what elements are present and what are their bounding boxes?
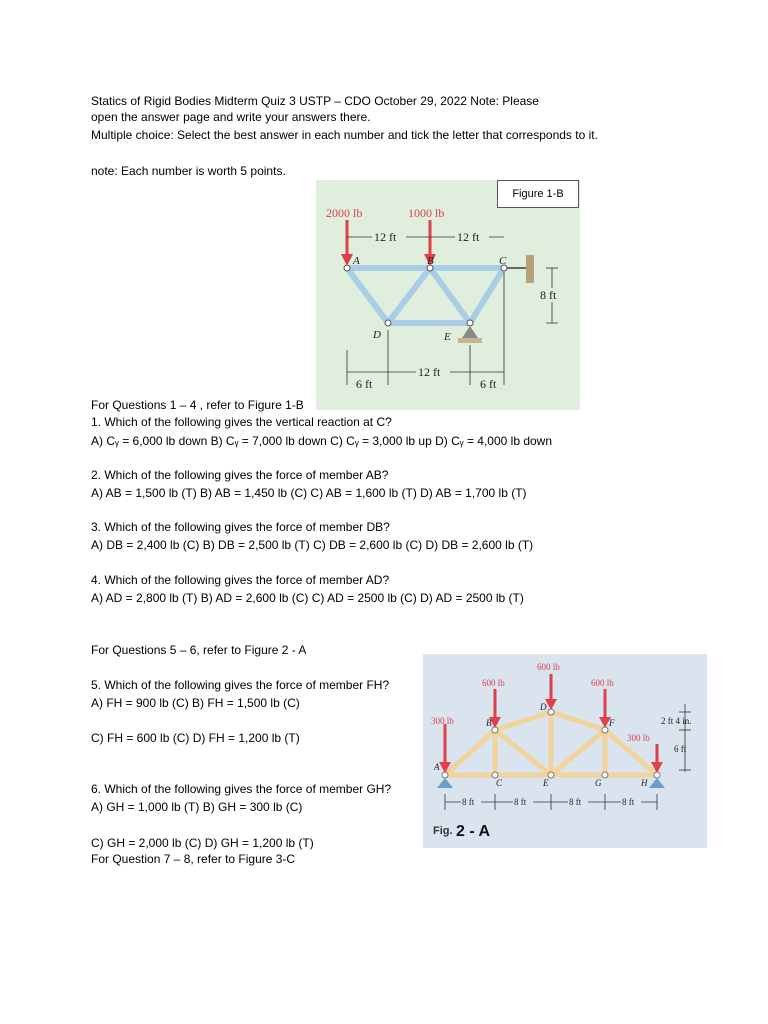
answers-1: A) Cᵧ = 6,000 lb down B) Cᵧ = 7,000 lb down C) Cᵧ = 3,000 lb up D) Cᵧ = 4,000 lb down (91, 434, 553, 448)
answers-4: A) AD = 2,800 lb (T) B) AD = 2,600 lb (C) C) AD = 2500 lb (C) D) AD = 2500 lb (T) (91, 591, 524, 605)
load-arrow-a (439, 724, 451, 773)
node-b: B (486, 718, 492, 728)
pin-support-a (437, 778, 453, 788)
dim-top-offset: 2 ft 4 in. (661, 716, 692, 726)
dim-bottom-mid: 12 ft (418, 365, 441, 379)
dim-height: 8 ft (540, 288, 557, 302)
question-4: 4. Which of the following gives the force of member AD? (91, 573, 390, 587)
node-c: C (496, 778, 503, 788)
node-h: H (641, 778, 648, 788)
quiz-title-line: Statics of Rigid Bodies Midterm Quiz 3 USTP – CDO October 29, 2022 Note: Please (91, 94, 539, 108)
dim-height: 6 ft (674, 744, 687, 754)
node-c: C (499, 255, 507, 267)
question-2: 2. Which of the following gives the force of member AB? (91, 468, 389, 482)
figure-label: Figure 1-B (497, 180, 579, 208)
dim-bottom-left: 6 ft (356, 377, 373, 391)
question-6: 6. Which of the following gives the force of member GH? (91, 782, 392, 796)
node-a: A (434, 762, 440, 772)
truss-diagram-1 (316, 180, 580, 410)
load-label-b: 1000 lb (408, 206, 445, 220)
load-arrow-a (341, 220, 353, 266)
node-a: A (353, 255, 360, 267)
question-1: 1. Which of the following gives the vertical reaction at C? (91, 415, 392, 429)
roller-support (462, 326, 478, 338)
load-label-b: 600 lb (482, 678, 505, 688)
node-f: F (609, 718, 615, 728)
node-e: E (444, 331, 451, 343)
node-d: D (373, 329, 381, 341)
answers-6-ab: A) GH = 1,000 lb (T) B) GH = 300 lb (C) (91, 800, 303, 814)
load-label-a: 2000 lb (326, 206, 363, 220)
points-note: note: Each number is worth 5 points. (91, 164, 286, 178)
load-label-top: 600 lb (537, 662, 560, 672)
wall-support (526, 255, 534, 283)
answers-3: A) DB = 2,400 lb (C) B) DB = 2,500 lb (T) C) DB = 2,600 lb (C) D) DB = 2,600 lb (T) (91, 538, 534, 552)
figure-caption-prefix: Fig. (433, 825, 453, 837)
dim-bottom-4: 8 ft (622, 797, 635, 807)
node-d: D (540, 702, 547, 712)
question-3: 3. Which of the following gives the force of member DB? (91, 520, 390, 534)
question-5: 5. Which of the following gives the force of member FH? (91, 678, 390, 692)
load-label-h: 300 lb (627, 733, 650, 743)
load-arrow-d (545, 674, 557, 710)
truss-diagram-2 (423, 654, 707, 848)
answers-2: A) AB = 1,500 lb (T) B) AB = 1,450 lb (C) C) AB = 1,600 lb (T) D) AB = 1,700 lb (T) (91, 486, 527, 500)
answers-5-cd: C) FH = 600 lb (C) D) FH = 1,200 lb (T) (91, 731, 300, 745)
dim-bottom-3: 8 ft (569, 797, 582, 807)
quiz-multiple-choice-instruction: Multiple choice: Select the best answer in each number and tick the letter that corresponds to it. (91, 128, 598, 142)
dim-bottom-2: 8 ft (514, 797, 527, 807)
node-e: E (543, 778, 549, 788)
figure-1b (316, 180, 580, 410)
section3-intro: For Question 7 – 8, refer to Figure 3-C (91, 852, 296, 866)
section2-intro: For Questions 5 – 6, refer to Figure 2 - A (91, 643, 307, 657)
truss-members (347, 268, 504, 323)
node-g: G (595, 778, 602, 788)
node-b: B (427, 255, 434, 267)
answers-5-ab: A) FH = 900 lb (C) B) FH = 1,500 lb (C) (91, 696, 300, 710)
truss-members (445, 712, 657, 775)
dim-bottom-1: 8 ft (462, 797, 475, 807)
figure-2a (423, 654, 707, 848)
answers-6-cd: C) GH = 2,000 lb (C) D) GH = 1,200 lb (T) (91, 836, 314, 850)
dim-top-2: 12 ft (457, 230, 480, 244)
dim-top-1: 12 ft (374, 230, 397, 244)
figure-caption-handwritten: 2 - A (456, 823, 491, 840)
dim-bottom-right: 6 ft (480, 377, 497, 391)
load-label-f: 600 lb (591, 678, 614, 688)
load-label-a: 300 lb (431, 716, 454, 726)
roller-support-h (649, 778, 665, 788)
quiz-instruction-line: open the answer page and write your answers there. (91, 110, 371, 124)
section1-intro: For Questions 1 – 4 , refer to Figure 1-B (91, 398, 304, 412)
